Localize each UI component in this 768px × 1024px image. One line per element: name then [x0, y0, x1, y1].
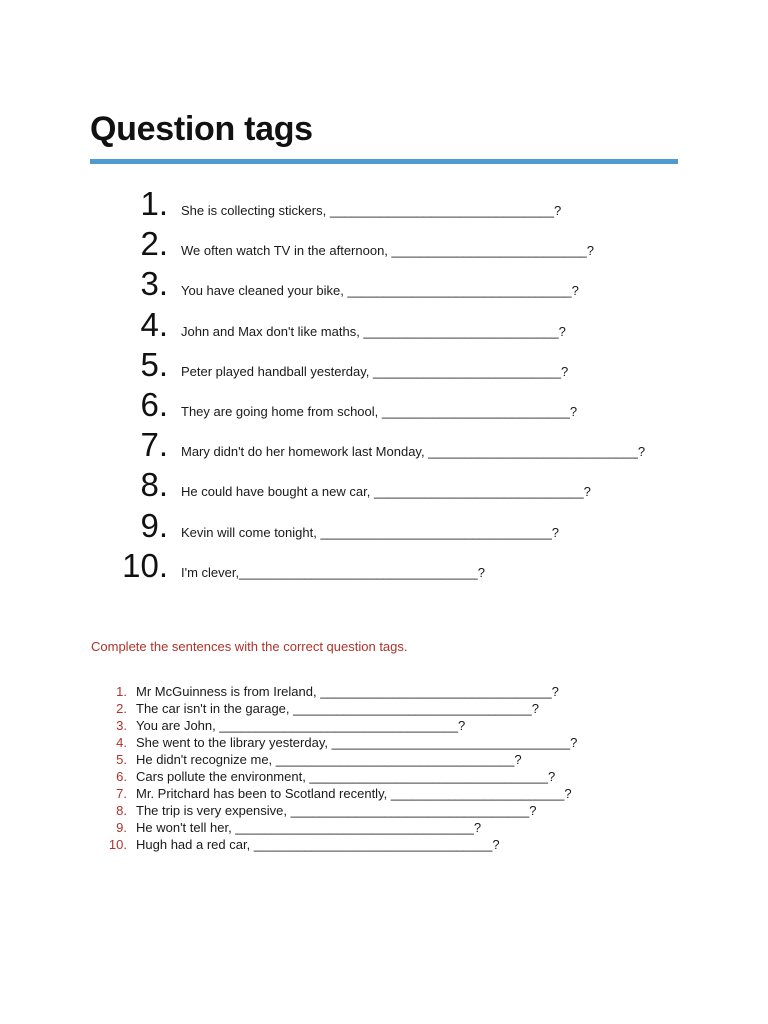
item-number: 5. [116, 752, 127, 767]
item-number: 10. [122, 546, 168, 584]
item-sentence: Hugh had a red car, _________________________________? [136, 837, 500, 852]
item-sentence: I'm clever,_________________________________? [181, 564, 485, 580]
item-number: 1. [116, 684, 127, 699]
instruction-text: Complete the sentences with the correct question tags. [91, 639, 408, 654]
item-number: 7. [140, 426, 168, 464]
item-number: 1. [140, 185, 168, 222]
item-number: 3. [116, 718, 127, 733]
item-number: 2. [140, 225, 168, 263]
item-sentence: She is collecting stickers, _______________________________? [181, 203, 562, 218]
item-number: 6. [140, 385, 168, 423]
item-sentence: Mary didn't do her homework last Monday, _____________________________? [181, 444, 646, 460]
item-number: 3. [140, 265, 168, 303]
item-number: 4. [116, 735, 127, 750]
item-sentence: John and Max don't like maths, ___________________________? [181, 323, 566, 339]
item-sentence: They are going home from school, __________________________? [181, 403, 578, 419]
item-sentence: He won't tell her, _________________________________? [136, 820, 482, 835]
item-number: 2. [116, 701, 127, 716]
item-sentence: Kevin will come tonight, ________________________________? [181, 524, 560, 540]
item-number: 6. [116, 769, 127, 784]
item-number: 8. [116, 803, 127, 818]
page-title: Question tags [90, 110, 313, 148]
item-sentence: We often watch TV in the afternoon, ___________________________? [181, 243, 594, 259]
item-sentence: He didn't recognize me, _________________________________? [136, 752, 522, 767]
item-number: 4. [140, 305, 168, 343]
item-sentence: He could have bought a new car, _____________________________? [181, 484, 591, 500]
item-number: 8. [140, 466, 168, 504]
item-sentence: Mr. Pritchard has been to Scotland recently, ________________________? [136, 786, 572, 801]
item-number: 5. [140, 345, 168, 383]
title-underline-rule [90, 159, 678, 164]
item-number: 7. [116, 786, 127, 801]
item-sentence: Mr McGuinness is from Ireland, ________________________________? [136, 684, 559, 699]
item-sentence: You are John, _________________________________? [136, 718, 466, 733]
item-sentence: The trip is very expensive, _________________________________? [136, 803, 537, 818]
item-sentence: You have cleaned your bike, _______________________________? [181, 283, 579, 299]
item-sentence: Cars pollute the environment, _________________________________? [136, 769, 556, 784]
item-number: 9. [140, 506, 168, 544]
item-sentence: Peter played handball yesterday, __________________________? [181, 363, 569, 379]
item-sentence: She went to the library yesterday, _________________________________? [136, 735, 578, 750]
item-number: 9. [116, 820, 127, 835]
item-number: 10. [108, 837, 127, 852]
item-sentence: The car isn't in the garage, _________________________________? [136, 701, 539, 716]
